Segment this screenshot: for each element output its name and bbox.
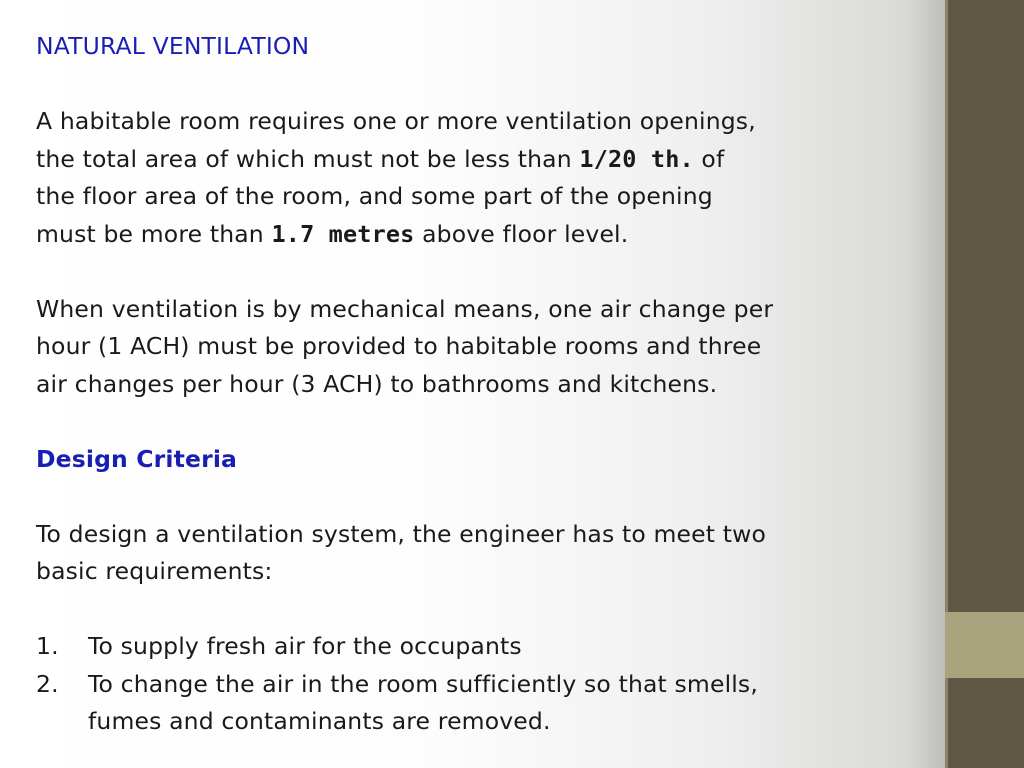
emphasis-ratio: 1/20 th.	[579, 144, 694, 173]
list-number: 1.	[36, 632, 59, 660]
side-bar-accent-block	[945, 612, 1024, 678]
slide-title: NATURAL VENTILATION	[36, 32, 310, 60]
paragraph-line: air changes per hour (3 ACH) to bathrooms and kitchens.	[36, 369, 718, 398]
section-heading: Design Criteria	[36, 444, 238, 473]
list-item	[36, 628, 936, 666]
paragraph-line: basic requirements:	[36, 557, 273, 585]
emphasis-height: 1.7 metres	[271, 219, 415, 248]
list-number: 2.	[36, 669, 59, 698]
paragraph-openings	[36, 103, 936, 253]
list-text: To change the air in the room sufficiently so that smells,	[88, 669, 758, 698]
paragraph-line: the floor area of the room, and some part of the opening	[36, 182, 713, 210]
slide-body	[36, 28, 936, 741]
paragraph-line: must be more than 1.7 metres above floor level.	[36, 219, 629, 248]
paragraph-line: To design a ventilation system, the engineer has to meet two	[36, 519, 766, 548]
paragraph-line: A habitable room requires one or more ventilation openings,	[36, 107, 756, 135]
list-text: To supply fresh air for the occupants	[88, 632, 522, 660]
paragraph-design	[36, 516, 936, 591]
list-item-continuation: fumes and contaminants are removed.	[88, 707, 551, 735]
paragraph-line: the total area of which must not be less than 1/20 th. of	[36, 144, 725, 173]
list-item	[36, 666, 936, 704]
requirements-list	[36, 628, 936, 741]
decorative-side-bar	[945, 0, 1024, 768]
paragraph-line: hour (1 ACH) must be provided to habitable rooms and three	[36, 332, 762, 360]
paragraph-mechanical	[36, 291, 936, 404]
paragraph-line: When ventilation is by mechanical means, one air change per	[36, 294, 774, 323]
